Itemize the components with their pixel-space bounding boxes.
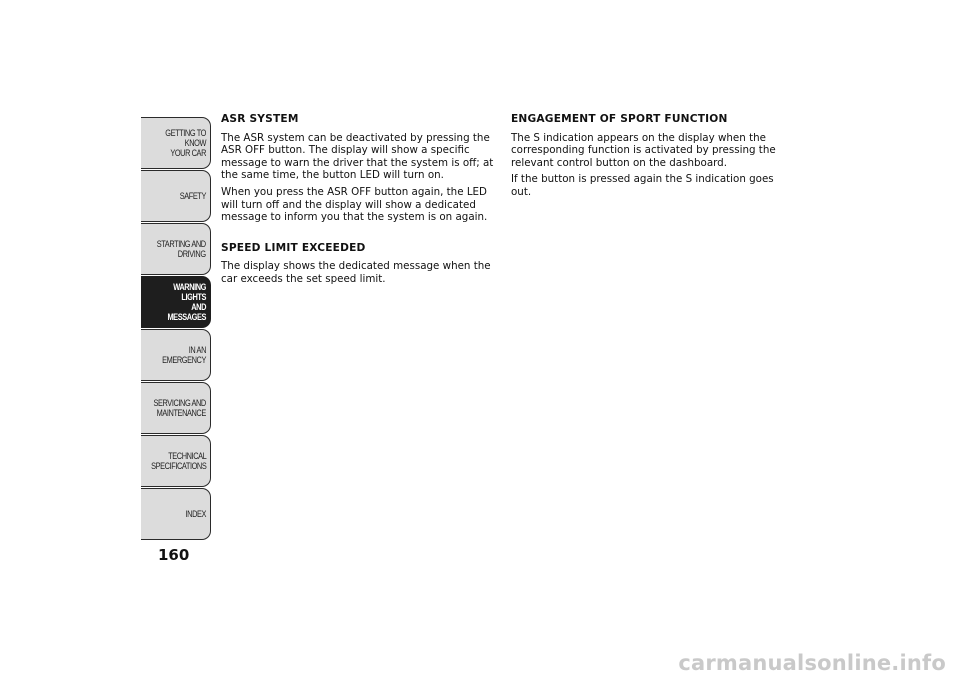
tab-label: SAFETY (179, 191, 206, 201)
tab-label: TECHNICAL SPECIFICATIONS (150, 451, 206, 471)
paragraph: The ASR system can be deactivated by pressing the ASR OFF button. The display will show a specific message to warn the driver that the system is off; at the same time, the button LED will turn on. (221, 131, 494, 182)
tab-in-an-emergency[interactable] (141, 329, 211, 381)
paragraph: If the button is pressed again the S indication goes out. (511, 173, 774, 198)
tab-label: STARTING AND DRIVING (157, 239, 206, 259)
tab-warning-lights-and-messages[interactable] (141, 276, 211, 328)
right-column (511, 113, 786, 203)
tab-servicing-and-maintenance[interactable] (141, 382, 211, 434)
tab-label: SERVICING AND MAINTENANCE (153, 398, 206, 418)
chapter-tabs (141, 117, 211, 541)
tab-getting-to-know-your-car[interactable] (141, 117, 211, 169)
paragraph: The S indication appears on the display when the corresponding function is activated by pressing the relevant control button on the dashboard. (511, 131, 776, 169)
paragraph: The display shows the dedicated message when the car exceeds the set speed limit. (221, 260, 491, 285)
section-heading-asr-system: ASR SYSTEM (221, 113, 299, 125)
page-number: 160 (158, 546, 190, 564)
tab-index[interactable] (141, 488, 211, 540)
tab-label: IN AN EMERGENCY (162, 345, 206, 365)
spacer (221, 228, 496, 242)
tab-label: WARNING LIGHTS AND MESSAGES (167, 282, 206, 322)
section-heading-sport-function: ENGAGEMENT OF SPORT FUNCTION (511, 113, 728, 125)
paragraph: When you press the ASR OFF button again, the LED will turn off and the display will show a dedicated message to inform you that the system is on again. (221, 185, 488, 224)
left-column (221, 113, 496, 290)
tab-safety[interactable] (141, 170, 211, 222)
tab-starting-and-driving[interactable] (141, 223, 211, 275)
tab-technical-specifications[interactable] (141, 435, 211, 487)
section-heading-speed-limit-exceeded: SPEED LIMIT EXCEEDED (221, 241, 366, 254)
watermark: carmanualsonline.info (678, 651, 946, 675)
tab-label: GETTING TO KNOW YOUR CAR (165, 128, 206, 158)
tab-label: INDEX (185, 509, 206, 519)
